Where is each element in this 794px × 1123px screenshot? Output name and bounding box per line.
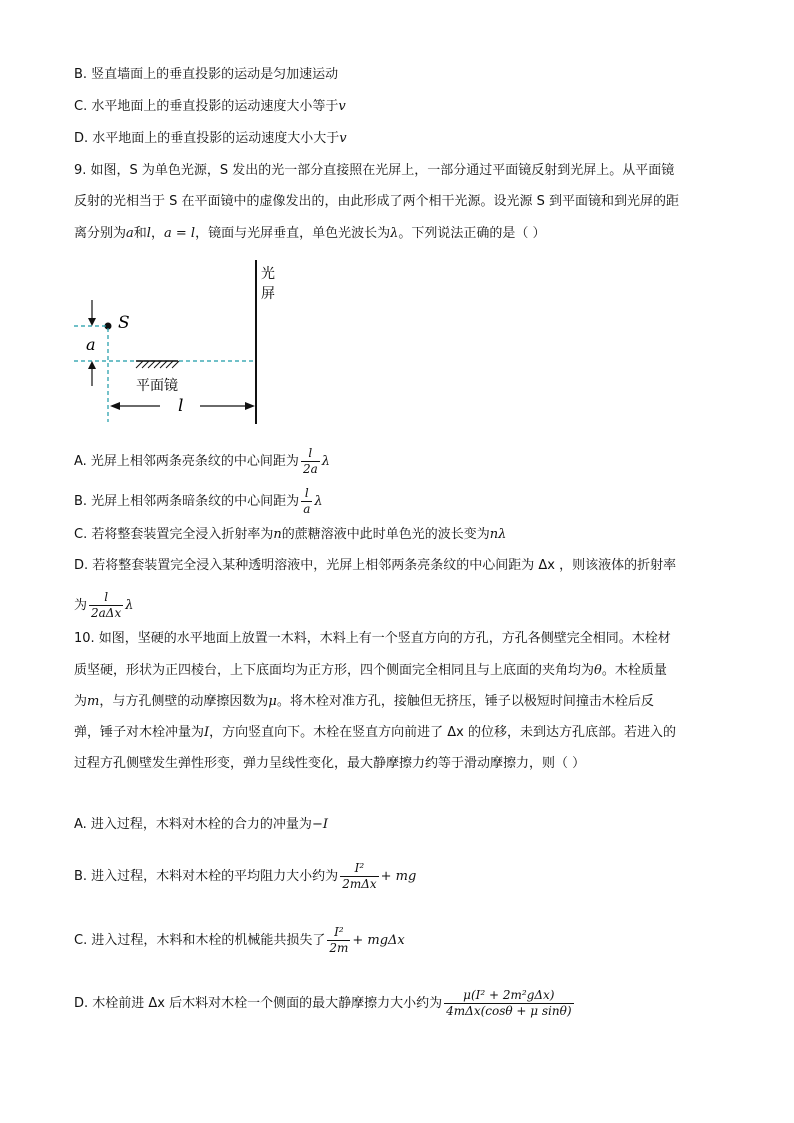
q9-line1: 9. 如图，S 为单色光源，S 发出的光一部分直接照在光屏上，一部分通过平面镜反射到光屏上。从平面镜	[74, 163, 675, 178]
q10-option-b: B. 进入过程，木料对木栓的平均阻力大小约为 $\frac{\text{I²}}{\text{2mΔx}}$ + mg	[74, 861, 417, 891]
option-d-prev: D. 水平地面上的垂直投影的运动速度大小大于v	[74, 131, 347, 146]
q9-option-c: C. 若将整套装置完全浸入折射率为n的蔗糖溶液中此时单色光的波长变为nλ	[74, 527, 507, 542]
q10-opt-b-fraction: $\frac{\text{I²}}{\text{2mΔx}}$	[342, 861, 377, 891]
option-c-prev: C. 水平地面上的垂直投影的运动速度大小等于v	[74, 99, 346, 114]
q10-line5: 过程方孔侧壁发生弹性形变，弹力呈线性变化，最大静摩擦力约等于滑动摩擦力，则（ ）	[74, 756, 586, 771]
q10-opt-c-fraction: $\frac{\text{I²}}{2m}$	[329, 925, 349, 955]
option-b-prev: B. 竖直墙面上的垂直投影的运动是匀加速运动	[74, 67, 339, 82]
q9-option-d-line2: 为 $\frac{l}{\text{2aΔx}}$ λ	[74, 590, 134, 620]
screen-label-2: 屏	[261, 286, 275, 302]
source-label: S	[118, 313, 130, 333]
q9-option-d-line1: D. 若将整套装置完全浸入某种透明溶液中，光屏上相邻两条亮条纹的中心间距为 Δx ，则该液体的折射率	[74, 558, 677, 573]
q9-opt-a-fraction: $\frac{l}{2a}$	[302, 446, 318, 476]
mirror-hatch	[136, 361, 179, 368]
a-label: a	[86, 335, 96, 354]
q10-line2: 质坚硬，形状为正四棱台，上下底面均为正方形，四个侧面完全相同且与上底面的夹角均为θ。木栓质量	[74, 663, 667, 678]
q9-opt-d-fraction: $\frac{l}{\text{2aΔx}}$	[91, 590, 122, 620]
q10-line4: 弹，锤子对木栓冲量为I，方向竖直向下。木栓在竖直方向前进了 Δx 的位移，未到达方孔底部。若进入的	[74, 725, 677, 740]
q9-option-a: A. 光屏上相邻两条亮条纹的中心间距为 $\frac{l}{2a}$ λ	[74, 446, 330, 476]
q10-option-c: C. 进入过程，木料和木栓的机械能共损失了 $\frac{\text{I²}}{2m}$ + mgΔx	[74, 925, 405, 955]
mirror-label: 平面镜	[136, 378, 178, 394]
q9-line3: 离分别为a和l，a = l，镜面与光屏垂直，单色光波长为λ。下列说法正确的是（ ）	[74, 226, 546, 241]
q10-option-a: A. 进入过程，木料对木栓的合力的冲量为−I	[74, 817, 328, 832]
q9-line2: 反射的光相当于 S 在平面镜中的虚像发出的，由此形成了两个相干光源。设光源 S 到平面镜和到光屏的距	[74, 194, 680, 209]
q10-opt-d-fraction: $\frac{\text{μ(I² + 2m²gΔx)}}{\text{4mΔx(cosθ + μ sinθ)}}$	[446, 988, 572, 1018]
screen-label-1: 光	[261, 266, 275, 282]
q10-line3: 为m，与方孔侧壁的动摩擦因数为μ。将木栓对准方孔，接触但无挤压，锤子以极短时间撞击木栓后反	[74, 694, 654, 709]
q9-figure	[70, 258, 290, 428]
l-label: l	[178, 396, 184, 416]
q9-opt-b-fraction: $\frac{l}{a}$	[303, 486, 311, 516]
q10-line1: 10. 如图，坚硬的水平地面上放置一木料，木料上有一个竖直方向的方孔，方孔各侧壁完全相同。木栓材	[74, 631, 671, 646]
q10-option-d: D. 木栓前进 Δx 后木料对木栓一个侧面的最大静摩擦力大小约为 $\frac{\text{μ(I² + 2m²gΔx)}}{\text{4mΔx(cosθ + μ sinθ)}}$	[74, 988, 572, 1018]
q9-option-b: B. 光屏上相邻两条暗条纹的中心间距为 $\frac{l}{a}$ λ	[74, 486, 323, 516]
